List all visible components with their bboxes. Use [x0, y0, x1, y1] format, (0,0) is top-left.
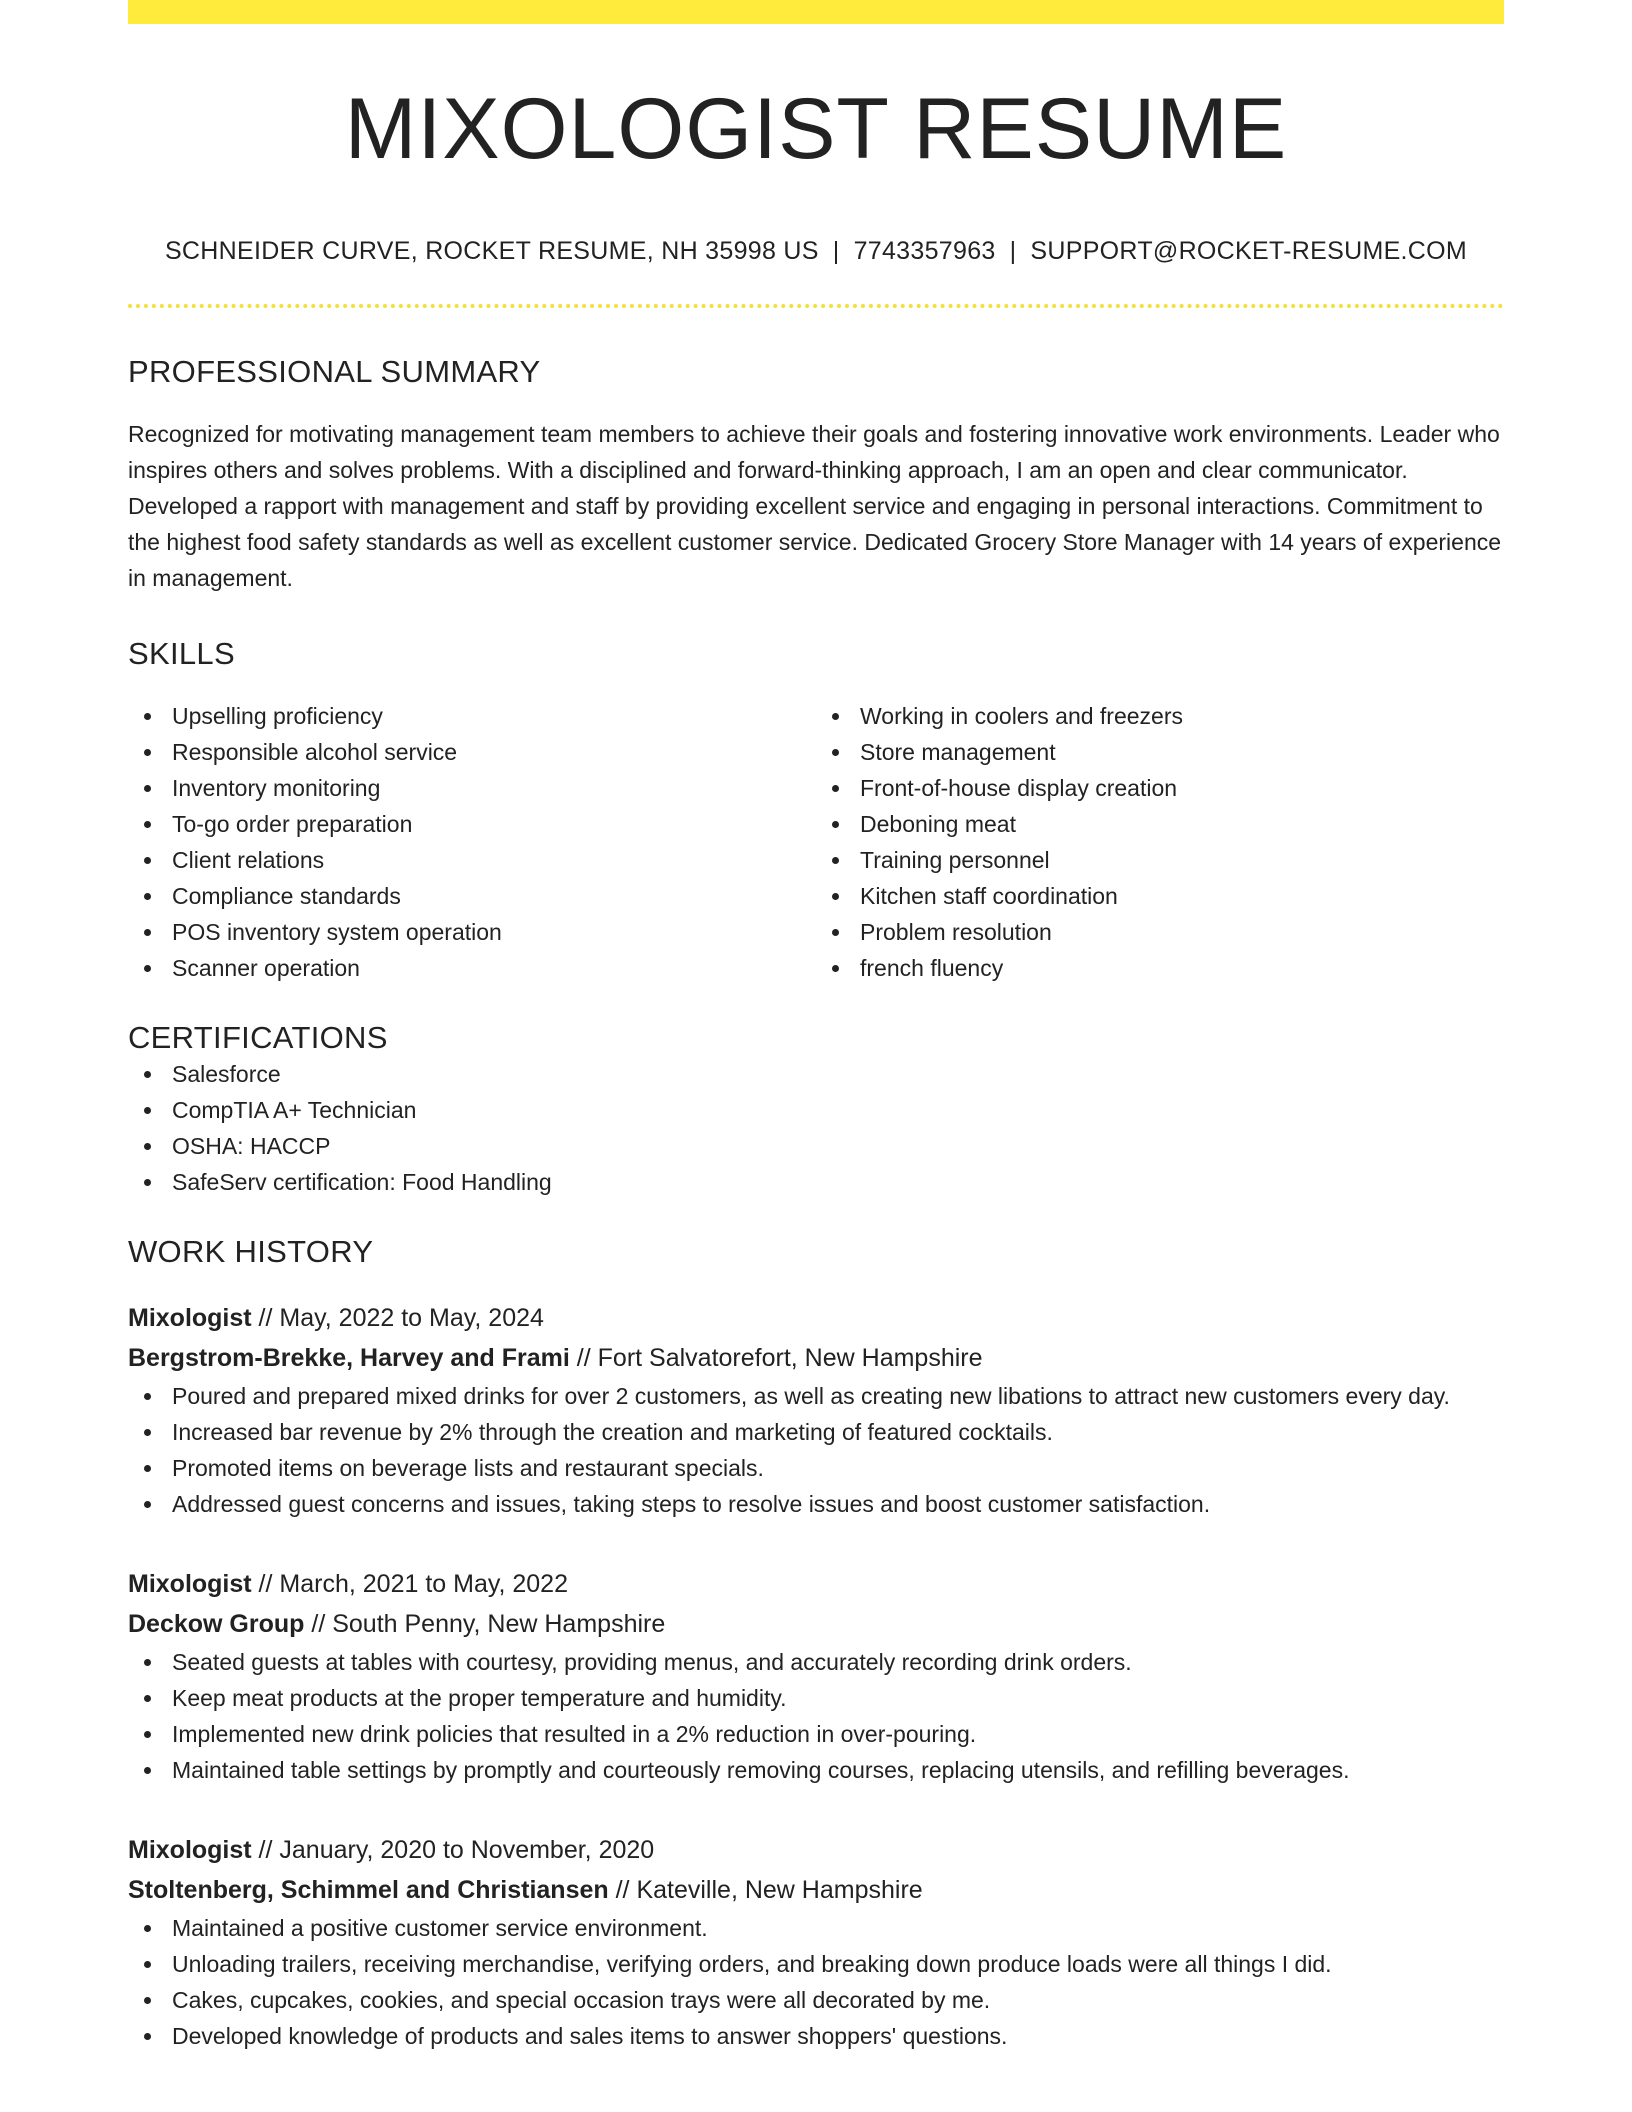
bullet-dot-icon	[832, 965, 839, 972]
job-location: South Penny, New Hampshire	[332, 1609, 666, 1638]
summary-text: Recognized for motivating management team members to achieve their goals and fostering innovative work environments. Leader who inspires others and solves problems. With a disciplined and forward-thinking approach, I am an open and clear communicator. Developed a rapport with management and staff by providing excellent service and engaging in personal interactions. Commitment to the highest food safety standards as well as excellent customer service. Dedicated Grocery Store Manager with 14 years of experience in management.	[128, 420, 1502, 591]
job-company: Bergstrom-Brekke, Harvey and Frami	[128, 1343, 570, 1372]
job-company: Stoltenberg, Schimmel and Christiansen	[128, 1875, 609, 1904]
job-title-line	[128, 1830, 1504, 1870]
certification-item-text: SafeServ certification: Food Handling	[172, 1168, 552, 1195]
job-title: Mixologist	[128, 1303, 252, 1332]
job-title: Mixologist	[128, 1835, 252, 1864]
job-location: Kateville, New Hampshire	[636, 1875, 923, 1904]
skill-item	[128, 698, 816, 734]
bullet-dot-icon	[144, 893, 151, 900]
skill-item-text: Kitchen staff coordination	[860, 882, 1118, 909]
bullet-dot-icon	[144, 1961, 151, 1968]
bullet-dot-icon	[144, 1925, 151, 1932]
skills-list-right	[816, 698, 1504, 986]
skill-item-text: Inventory monitoring	[172, 774, 381, 801]
bullet-dot-icon	[144, 713, 151, 720]
job-company: Deckow Group	[128, 1609, 305, 1638]
bullet-dot-icon	[832, 857, 839, 864]
job-dates: March, 2021 to May, 2022	[279, 1569, 568, 1598]
skill-item-text: Upselling proficiency	[172, 702, 383, 729]
job-bullet	[128, 1644, 1504, 1680]
skill-item	[816, 734, 1504, 770]
bullet-dot-icon	[144, 965, 151, 972]
job-bullet	[128, 1486, 1504, 1522]
bullet-dot-icon	[144, 857, 151, 864]
bullet-dot-icon	[832, 713, 839, 720]
certification-item	[128, 1164, 1504, 1200]
bullet-dot-icon	[144, 1071, 151, 1078]
job-separator: //	[251, 1569, 280, 1598]
resume-title: MIXOLOGIST RESUME	[344, 81, 1288, 177]
bullet-dot-icon	[832, 821, 839, 828]
skill-item-text: Responsible alcohol service	[172, 738, 458, 765]
skill-item	[128, 734, 816, 770]
job-entry	[128, 1564, 1504, 1788]
job-bullet-text: Developed knowledge of products and sales items to answer shoppers' questions.	[172, 2022, 1008, 2049]
job-bullet	[128, 1982, 1504, 2018]
bullet-dot-icon	[832, 893, 839, 900]
skill-item	[816, 806, 1504, 842]
skill-item-text: Scanner operation	[172, 954, 360, 981]
job-bullet	[128, 2018, 1504, 2054]
skill-item-text: Front-of-house display creation	[860, 774, 1178, 801]
skill-item-text: Compliance standards	[172, 882, 401, 909]
skills-heading: SKILLS	[128, 635, 235, 671]
job-separator: //	[569, 1343, 598, 1372]
bullet-dot-icon	[832, 785, 839, 792]
job-bullet-text: Cakes, cupcakes, cookies, and special occasion trays were all decorated by me.	[172, 1986, 991, 2013]
job-separator: //	[251, 1303, 280, 1332]
contact-separator: |	[832, 236, 840, 265]
job-bullet	[128, 1680, 1504, 1716]
job-separator: //	[251, 1835, 280, 1864]
job-company-line	[128, 1338, 1504, 1378]
certifications-list	[128, 1056, 1504, 1200]
skill-item	[128, 770, 816, 806]
accent-top-bar	[128, 0, 1504, 24]
job-title-line	[128, 1564, 1504, 1604]
skill-item-text: To-go order preparation	[172, 810, 413, 837]
job-bullet	[128, 1716, 1504, 1752]
skill-item-text: Working in coolers and freezers	[860, 702, 1183, 729]
certification-item	[128, 1056, 1504, 1092]
resume-page	[128, 0, 1504, 2054]
skill-item	[128, 914, 816, 950]
job-bullet-text: Keep meat products at the proper temperature and humidity.	[172, 1684, 787, 1711]
summary-heading: PROFESSIONAL SUMMARY	[128, 353, 541, 389]
bullet-dot-icon	[144, 1429, 151, 1436]
skill-item	[128, 842, 816, 878]
job-separator: //	[608, 1875, 637, 1904]
job-dates: May, 2022 to May, 2024	[279, 1303, 544, 1332]
work-history-list	[128, 1298, 1504, 2054]
job-separator: //	[304, 1609, 333, 1638]
bullet-dot-icon	[144, 1143, 151, 1150]
job-location: Fort Salvatorefort, New Hampshire	[597, 1343, 983, 1372]
skill-item	[128, 806, 816, 842]
skill-item	[128, 950, 816, 986]
job-bullet	[128, 1414, 1504, 1450]
skills-list-left	[128, 698, 816, 986]
skills-column-right	[816, 698, 1504, 986]
job-bullet	[128, 1910, 1504, 1946]
bullet-dot-icon	[144, 821, 151, 828]
bullet-dot-icon	[144, 2033, 151, 2040]
bullet-dot-icon	[144, 1731, 151, 1738]
contact-address: SCHNEIDER CURVE, ROCKET RESUME, NH 35998 US	[164, 236, 819, 265]
job-bullet-list	[128, 1910, 1504, 2054]
bullet-dot-icon	[144, 1767, 151, 1774]
bullet-dot-icon	[832, 749, 839, 756]
job-bullet-text: Maintained table settings by promptly and courteously removing courses, replacing utensils, and refilling beverages.	[172, 1756, 1350, 1783]
job-bullet-text: Unloading trailers, receiving merchandise, verifying orders, and breaking down produce loads were all things I did.	[172, 1950, 1332, 1977]
job-bullet	[128, 1752, 1504, 1788]
job-title: Mixologist	[128, 1569, 252, 1598]
job-bullet-text: Addressed guest concerns and issues, taking steps to resolve issues and boost customer satisfaction.	[172, 1490, 1211, 1517]
job-entry	[128, 1830, 1504, 2054]
bullet-dot-icon	[144, 929, 151, 936]
certification-item-text: Salesforce	[172, 1060, 281, 1087]
skill-item-text: Client relations	[172, 846, 325, 873]
certification-item-text: OSHA: HACCP	[172, 1132, 331, 1159]
job-bullet-text: Increased bar revenue by 2% through the creation and marketing of featured cocktails.	[172, 1418, 1053, 1445]
job-bullet-text: Promoted items on beverage lists and restaurant specials.	[172, 1454, 764, 1481]
job-company-line	[128, 1604, 1504, 1644]
skills-grid	[128, 698, 1504, 986]
contact-phone: 7743357963	[853, 236, 996, 265]
dotted-divider	[128, 304, 1504, 308]
skill-item-text: POS inventory system operation	[172, 918, 502, 945]
certifications-heading: CERTIFICATIONS	[128, 1019, 388, 1055]
skill-item	[816, 842, 1504, 878]
bullet-dot-icon	[144, 1393, 151, 1400]
skill-item	[816, 770, 1504, 806]
job-bullet-text: Maintained a positive customer service environment.	[172, 1914, 708, 1941]
job-bullet	[128, 1946, 1504, 1982]
skill-item-text: Problem resolution	[860, 918, 1052, 945]
bullet-dot-icon	[144, 1465, 151, 1472]
skill-item-text: Training personnel	[860, 846, 1050, 873]
contact-separator: |	[1009, 236, 1017, 265]
certification-item	[128, 1128, 1504, 1164]
job-bullet-list	[128, 1378, 1504, 1522]
bullet-dot-icon	[144, 1659, 151, 1666]
bullet-dot-icon	[144, 1501, 151, 1508]
bullet-dot-icon	[144, 1107, 151, 1114]
job-company-line	[128, 1870, 1504, 1910]
skill-item	[128, 878, 816, 914]
skill-item	[816, 914, 1504, 950]
job-dates: January, 2020 to November, 2020	[279, 1835, 655, 1864]
work-history-heading: WORK HISTORY	[128, 1233, 374, 1269]
job-bullet	[128, 1450, 1504, 1486]
skill-item	[816, 878, 1504, 914]
job-bullet	[128, 1378, 1504, 1414]
job-title-line	[128, 1298, 1504, 1338]
skill-item	[816, 698, 1504, 734]
bullet-dot-icon	[832, 929, 839, 936]
skill-item-text: Deboning meat	[860, 810, 1016, 837]
job-entry	[128, 1298, 1504, 1522]
bullet-dot-icon	[144, 1695, 151, 1702]
certification-item	[128, 1092, 1504, 1128]
job-bullet-text: Seated guests at tables with courtesy, providing menus, and accurately recording drink orders.	[172, 1648, 1132, 1675]
bullet-dot-icon	[144, 1179, 151, 1186]
job-bullet-list	[128, 1644, 1504, 1788]
bullet-dot-icon	[144, 1997, 151, 2004]
contact-line	[128, 237, 1504, 266]
bullet-dot-icon	[144, 785, 151, 792]
bullet-dot-icon	[144, 749, 151, 756]
skill-item-text: french fluency	[860, 954, 1004, 981]
skills-column-left	[128, 698, 816, 986]
skill-item-text: Store management	[860, 738, 1056, 765]
contact-email: SUPPORT@ROCKET-RESUME.COM	[1030, 236, 1468, 265]
skill-item	[816, 950, 1504, 986]
job-bullet-text: Poured and prepared mixed drinks for over 2 customers, as well as creating new libations to attract new customers every day.	[172, 1382, 1450, 1409]
job-bullet-text: Implemented new drink policies that resulted in a 2% reduction in over-pouring.	[172, 1720, 977, 1747]
certification-item-text: CompTIA A+ Technician	[172, 1096, 417, 1123]
